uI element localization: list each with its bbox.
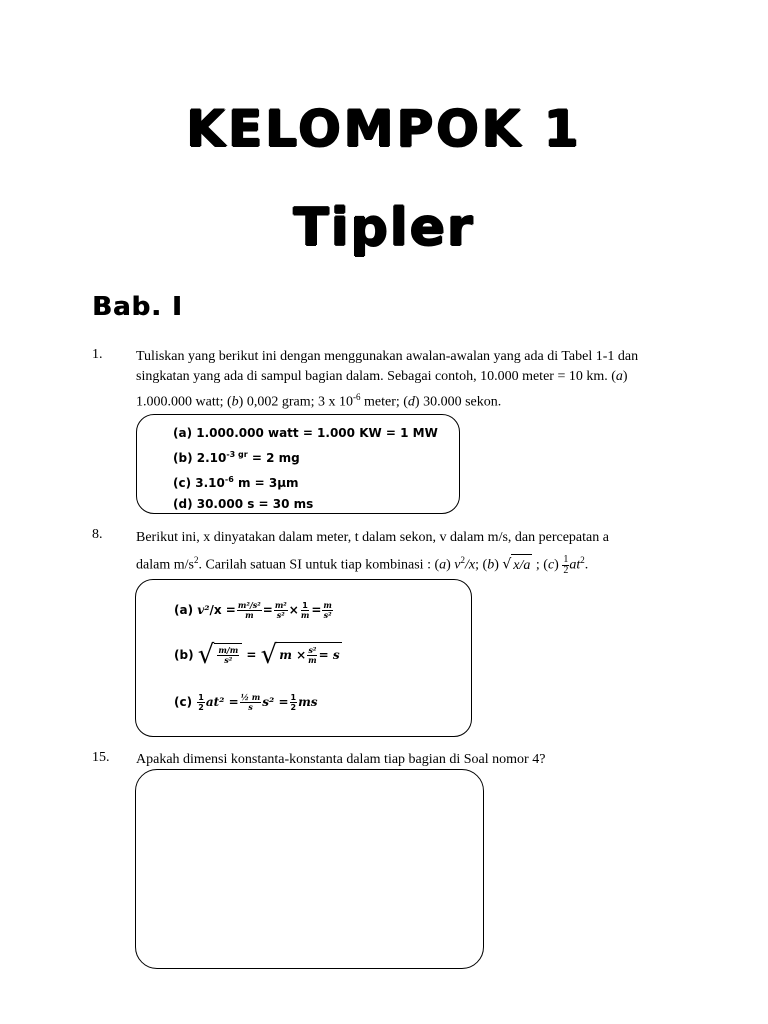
answer-line: (c) $3.10^{-6}$ m = 3μm [173, 475, 299, 490]
document-title: KELOMPOK 1 [186, 100, 582, 158]
section-heading: Bab. I [92, 292, 183, 322]
question-number: 15. [92, 750, 110, 765]
question-text: Berikut ini, x dinyatakan dalam meter, t dalam sekon, v dalam m/s, dan percepatan a dalam $m/s^2$. Carilah satuan SI untuk tiap kombinasi : (a) $v^2/x$; (b) √ x/a ; (c) $\frac{1}{2}$ $at^2$. [136, 530, 609, 576]
answer-line: (b) $2.10^{-3 gr} = 2$ mg [173, 450, 300, 465]
sqrt-sign: √ [502, 556, 512, 573]
empty-answer-box [135, 769, 484, 969]
question-text: Apakah dimensi konstanta-konstanta dalam tiap bagian di Soal nomor 4? [136, 752, 546, 767]
answer-line: (a) v² /x = $\frac{\text{m²/s²}}{m}$ = $\frac{\text{m²}}{\text{s²}}$ × $\frac{1}{m}$ = $\frac{m}{\text{s²}}$ [174, 600, 332, 620]
answer-box [136, 414, 460, 514]
answer-line: (b) √ $\frac{m/m}{\text{s²}}$ = √ m × $\frac{\text{s²}}{m}$ = s [174, 639, 340, 670]
document-subtitle: Tipler [293, 198, 475, 258]
half-fraction: $\frac{1}{2}$ [563, 553, 569, 576]
question-number: 1. [92, 347, 103, 362]
answer-box [135, 579, 472, 737]
answer-line: (c) $\frac{1}{2}$ at² = $\frac{\text{½ m}}{s}$ s² = $\frac{1}{2}$ ms [174, 692, 318, 712]
answer-line: (a) 1.000.000 watt = 1.000 KW = 1 MW [173, 426, 438, 440]
answer-line: (d) 30.000 s = 30 ms [173, 497, 314, 511]
question-number: 8. [92, 527, 103, 542]
question-text: Tuliskan yang berikut ini dengan menggunakan awalan-awalan yang ada di Tabel 1-1 dan singkatan yang ada di sampul bagian dalam. Sebagai contoh, 10.000 meter = 10 km. (a) 1.000.000 watt; (b) 0,002 gram; 3 x $10^{-6}$ meter; (d) 30.000 sekon. [136, 349, 639, 410]
